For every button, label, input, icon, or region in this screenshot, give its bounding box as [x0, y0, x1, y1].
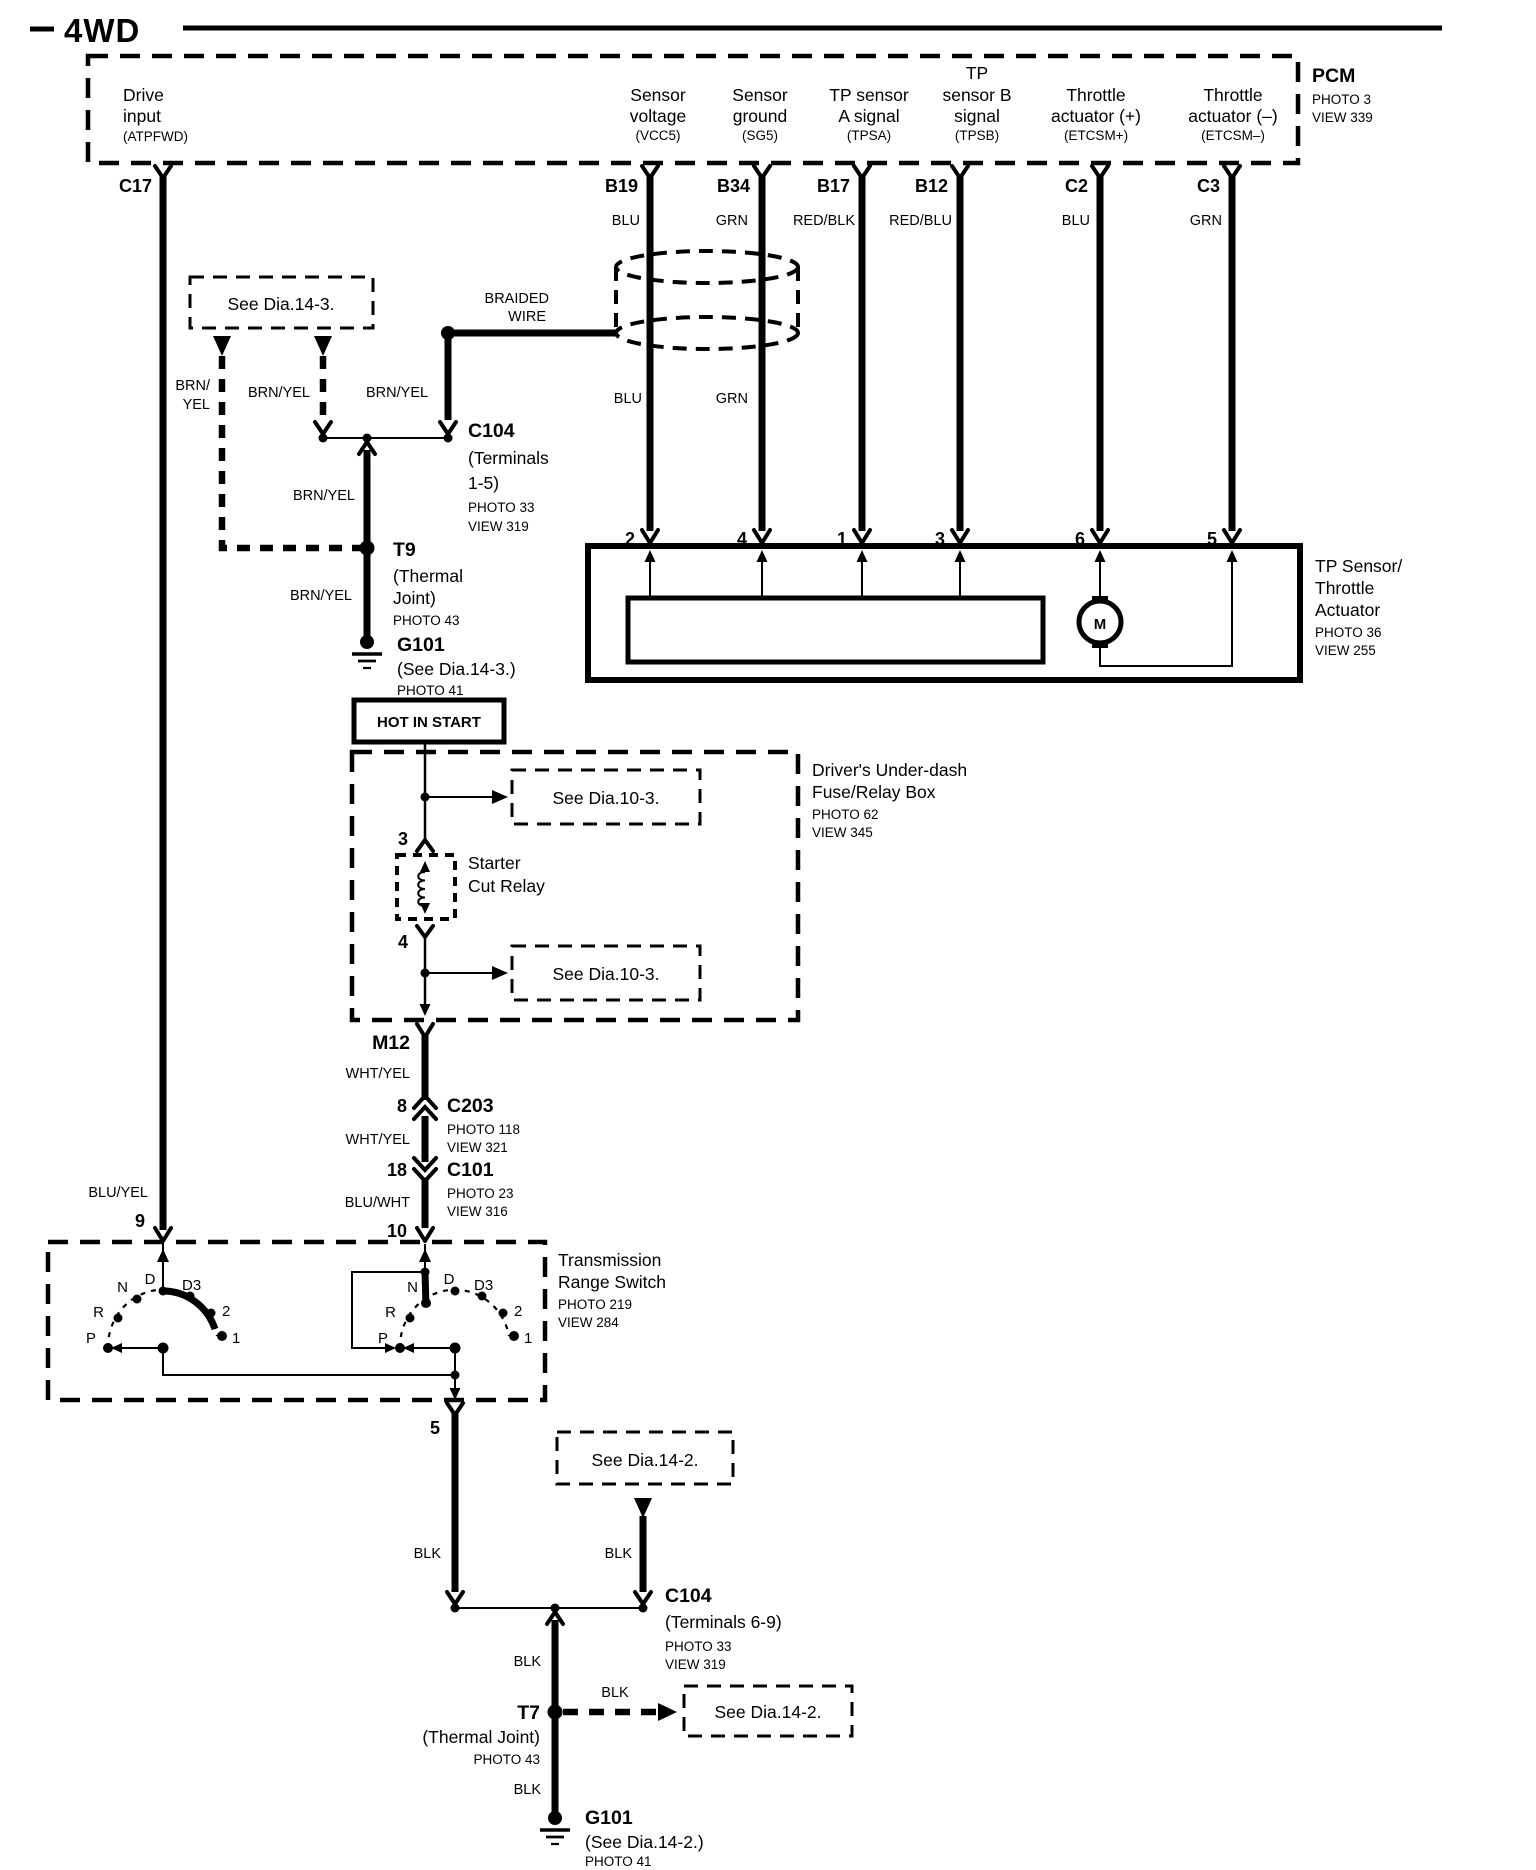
t7-name: T7: [517, 1702, 540, 1724]
see-dia-14-3-label: See Dia.14-3.: [227, 294, 335, 314]
wire-color-blu2: BLU: [1061, 213, 1090, 229]
motor-m-label: M: [1093, 616, 1107, 633]
tp-box-l2: Throttle: [1315, 578, 1375, 598]
trs-pos-d: D: [144, 1271, 156, 1288]
col-sub: (SG5): [741, 128, 779, 143]
fuse-box-l2: Fuse/Relay Box: [812, 782, 936, 802]
c104-top-l2: (Terminals: [468, 448, 549, 468]
trs-pos-p: P: [377, 1330, 388, 1347]
col-sub: (ETCSM+): [1063, 128, 1129, 143]
pcm-photo: PHOTO 3: [1312, 92, 1372, 107]
pin-b12: B12: [914, 176, 948, 196]
trs-pos-2: 2: [222, 1303, 231, 1320]
pin-b17: B17: [816, 176, 850, 196]
wire-color-brn-yel: BRN/YEL: [247, 385, 310, 401]
c104-top-name: C104: [468, 420, 515, 442]
hot-in-start-label: HOT IN START: [377, 714, 481, 731]
trs-pos-r: R: [385, 1304, 396, 1321]
trs-pos-1: 1: [232, 1330, 241, 1347]
col-label: Throttle: [1203, 85, 1263, 105]
col-sub: (ETCSM–): [1201, 128, 1265, 143]
pcm-col-sensor-voltage: [630, 85, 686, 143]
wire-color-blu: BLU: [611, 213, 640, 229]
col-label: actuator (–): [1188, 106, 1278, 126]
col-sub: (ATPFWD): [123, 129, 188, 144]
m12-name: M12: [372, 1032, 410, 1054]
pin-c2: C2: [1064, 176, 1088, 196]
pin-5: 5: [429, 1418, 440, 1438]
tp-pin-4: 4: [736, 529, 747, 549]
col-label: actuator (+): [1051, 106, 1141, 126]
pin-8: 8: [396, 1096, 407, 1116]
fuse-box-l1: Driver's Under-dash: [812, 760, 968, 780]
c104-bot-l2: (Terminals 6-9): [665, 1612, 782, 1632]
wire-color-wht-yel: WHT/YEL: [345, 1066, 410, 1082]
wire-color-blu-lower: BLU: [613, 391, 642, 407]
wire-color-blu-wht: BLU/WHT: [344, 1195, 410, 1211]
wire-color-blu-yel: BLU/YEL: [88, 1185, 148, 1201]
fuse-pin-3: 3: [397, 829, 408, 849]
col-label: Sensor: [732, 85, 788, 105]
c203-photo: PHOTO 118: [447, 1122, 521, 1137]
col-sub: (TPSB): [954, 128, 1000, 143]
tp-pin-2: 2: [624, 529, 635, 549]
wire-color-grn: GRN: [715, 213, 748, 229]
trs-pos-n: N: [117, 1279, 128, 1296]
wire-color-brn-yel: BRN/YEL: [292, 488, 355, 504]
pcm-name: PCM: [1312, 65, 1356, 87]
tp-box-l1: TP Sensor/: [1315, 556, 1403, 576]
tp-box-view: VIEW 255: [1315, 643, 1376, 658]
g101-top-l2: (See Dia.14-3.): [397, 659, 516, 679]
wire-color-redblk: RED/BLK: [792, 213, 855, 229]
t9-photo: PHOTO 43: [393, 613, 460, 628]
relay-label-2: Cut Relay: [468, 876, 545, 896]
c104-top-view: VIEW 319: [468, 519, 529, 534]
trs-pos-d: D: [443, 1271, 455, 1288]
wire-color-brn-yel: BRN/YEL: [366, 385, 429, 401]
c104-bot-name: C104: [665, 1585, 712, 1607]
trs-pos-d3: D3: [182, 1277, 202, 1294]
tp-box-l3: Actuator: [1315, 600, 1381, 620]
pin-b19: B19: [604, 176, 638, 196]
wire-color-wht-yel: WHT/YEL: [345, 1132, 410, 1148]
t7-l2: (Thermal Joint): [422, 1727, 540, 1747]
col-label: Drive: [123, 85, 164, 105]
col-label: A signal: [838, 106, 900, 126]
c101-photo: PHOTO 23: [447, 1186, 514, 1201]
col-label: TP: [965, 63, 989, 83]
trs-pos-2: 2: [514, 1303, 523, 1320]
col-label: Sensor: [630, 85, 686, 105]
fuse-box-view: VIEW 345: [812, 825, 873, 840]
pin-b34: B34: [716, 176, 750, 196]
c101-view: VIEW 316: [447, 1204, 508, 1219]
wire-color-yel: YEL: [182, 397, 210, 413]
see-dia-10-3-label: See Dia.10-3.: [552, 788, 660, 808]
trs-l1: Transmission: [558, 1250, 662, 1270]
g101-bot-l2: (See Dia.14-2.): [585, 1832, 704, 1852]
trs-pos-1: 1: [524, 1330, 533, 1347]
c104-top-photo: PHOTO 33: [468, 500, 535, 515]
t9-l2: (Thermal: [393, 566, 464, 586]
pin-c17: C17: [118, 176, 152, 196]
col-label: TP sensor: [829, 85, 909, 105]
wire-color-blk: BLK: [513, 1654, 541, 1670]
g101-top-photo: PHOTO 41: [397, 683, 464, 698]
wire-color-brn-yel: BRN/YEL: [289, 588, 352, 604]
pin-c3: C3: [1196, 176, 1220, 196]
see-dia-14-2-label: See Dia.14-2.: [591, 1450, 699, 1470]
c203-name: C203: [447, 1095, 494, 1117]
trs-pos-d3: D3: [474, 1277, 494, 1294]
braided-label-1: BRAIDED: [484, 291, 549, 307]
col-label: input: [123, 106, 161, 126]
braided-label-2: WIRE: [508, 309, 546, 325]
tp-box-photo: PHOTO 36: [1315, 625, 1382, 640]
trs-pos-n: N: [407, 1279, 418, 1296]
relay-label-1: Starter: [468, 853, 521, 873]
see-dia-10-3-label: See Dia.10-3.: [552, 964, 660, 984]
tp-pin-3: 3: [934, 529, 945, 549]
wire-color-brn: BRN/: [175, 378, 210, 394]
col-sub: (TPSA): [846, 128, 892, 143]
pcm-view: VIEW 339: [1312, 110, 1373, 125]
pin-18: 18: [386, 1160, 407, 1180]
g101-top-name: G101: [397, 634, 445, 656]
t9-name: T9: [393, 539, 416, 561]
tp-pin-1: 1: [836, 529, 847, 549]
wire-color-grn-lower: GRN: [715, 391, 748, 407]
g101-bot-photo: PHOTO 41: [585, 1854, 652, 1869]
pin-9: 9: [134, 1211, 145, 1231]
wire-color-blk: BLK: [604, 1546, 632, 1562]
see-dia-14-2-label: See Dia.14-2.: [714, 1702, 822, 1722]
trs-pos-r: R: [93, 1304, 104, 1321]
c101-name: C101: [447, 1159, 494, 1181]
col-label: signal: [954, 106, 1000, 126]
trs-photo: PHOTO 219: [558, 1297, 633, 1312]
t7-thermal-joint-dot: [548, 1705, 563, 1720]
fuse-pin-4: 4: [397, 932, 408, 952]
t7-photo: PHOTO 43: [473, 1752, 540, 1767]
col-label: sensor B: [942, 85, 1012, 105]
trs-l2: Range Switch: [558, 1272, 666, 1292]
c104-bot-photo: PHOTO 33: [665, 1639, 732, 1654]
c104-top-l3: 1-5): [468, 473, 500, 493]
throttle-motor: [1079, 596, 1121, 648]
wire-color-blk: BLK: [513, 1782, 541, 1798]
wire-color-blk: BLK: [413, 1546, 441, 1562]
t9-thermal-joint-dot: [360, 541, 375, 556]
g101-bot-name: G101: [585, 1807, 633, 1829]
fuse-box-photo: PHOTO 62: [812, 807, 879, 822]
page-title: 4WD: [64, 12, 141, 49]
wire-color-grn2: GRN: [1189, 213, 1222, 229]
tp-pin-5: 5: [1206, 529, 1217, 549]
tp-pin-6: 6: [1074, 529, 1085, 549]
col-label: Throttle: [1066, 85, 1126, 105]
wire-color-blk: BLK: [601, 1685, 629, 1701]
pin-10: 10: [386, 1221, 407, 1241]
c104-bot-view: VIEW 319: [665, 1657, 726, 1672]
c203-view: VIEW 321: [447, 1140, 508, 1155]
col-label: ground: [732, 106, 788, 126]
trs-pos-p: P: [85, 1330, 96, 1347]
wire-color-redblu: RED/BLU: [889, 213, 952, 229]
col-sub: (VCC5): [635, 128, 681, 143]
trs-view: VIEW 284: [558, 1315, 619, 1330]
col-label: voltage: [629, 106, 687, 126]
t9-l3: Joint): [393, 588, 436, 608]
